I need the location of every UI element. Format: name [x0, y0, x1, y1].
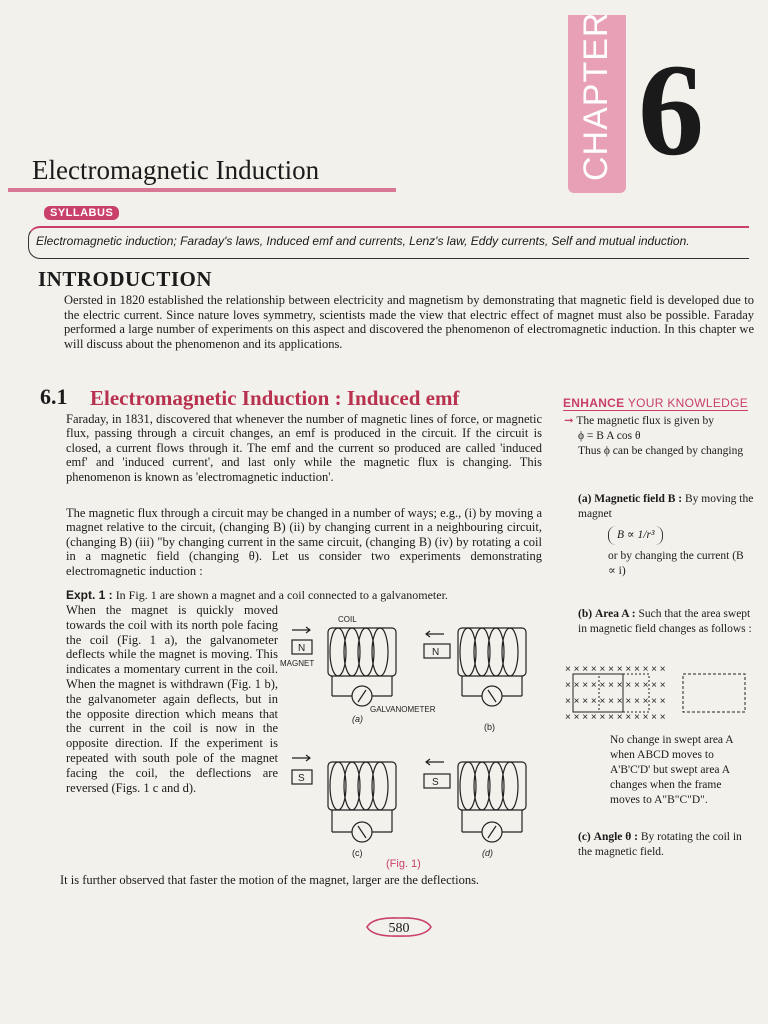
item-a-proportionality: B ∝ 1/r³: [608, 526, 663, 545]
section-paragraph-1: Faraday, in 1831, discovered that whenever the number of magnetic lines of force, or magnetic flux, passing through a circuit changes, an emf is produced in the circuit. If the circuit is closed, a current flows through it. The emf and the current so produced are called 'induced emf' and 'induced current', and last only while the magnetic flux is changing. This phenomenon is known as 'electromagnetic induction'.: [66, 412, 542, 484]
coil-label: COIL: [338, 615, 357, 624]
sidebar-heading: [563, 396, 748, 411]
title-rule: [8, 188, 396, 192]
closing-paragraph: It is further observed that faster the motion of the magnet, larger are the deflections.: [60, 873, 480, 887]
svg-text:× × × × × × × × × × × ×: × × × × × × × × × × × ×: [565, 680, 666, 691]
experiment-description: When the magnet is quickly moved towards the coil with its north pole facing the coil (Fig. 1 a), the galvanometer deflects while the magnet is moving. This indicates a momentary current in the coil. When the magnet is withdrawn (Fig. 1 b), the galvanometer again deflects, but in the opposite direction which means that the current in the coil is now in the opposite direction. If the experiment is repeated with south pole of the magnet facing the coil, the deflections are reversed (Figs. 1 c and d).: [66, 603, 278, 795]
experiment-label: Expt. 1 :: [66, 588, 113, 602]
north-pole-label-b: N: [432, 647, 440, 658]
item-b-label: (b): [578, 608, 593, 620]
arrow-right-icon: ➞: [564, 415, 574, 427]
sidebar-item-c: [578, 830, 754, 860]
syllabus-text: Electromagnetic induction; Faraday's laws, Induced emf and currents, Lenz's law, Eddy currents, Self and mutual induction.: [36, 234, 690, 248]
svg-text:× × × × × × × × × × × ×: × × × × × × × × × × × ×: [565, 664, 666, 675]
chapter-title: Electromagnetic Induction: [32, 155, 320, 185]
subfigure-b-label: (b): [484, 722, 495, 732]
subfigure-c-label: (c): [352, 848, 363, 858]
galvanometer-label: GALVANOMETER: [370, 705, 436, 714]
subfigure-d-label: (d): [482, 848, 493, 858]
item-a-text1: By moving the magnet: [578, 493, 754, 520]
item-a-label: (a): [578, 493, 592, 505]
section-title: Electromagnetic Induction : Induced emf: [90, 386, 460, 410]
chapter-number: 6: [638, 36, 704, 183]
swept-area-diagram: [563, 660, 753, 724]
section-number: 6.1: [40, 384, 68, 409]
sidebar-flux-intro: [564, 414, 754, 459]
figure-1-diagram: [280, 610, 550, 872]
flux-formula: ϕ = B A cos θ: [578, 430, 641, 442]
subfigure-a-label: (a): [352, 714, 363, 724]
sidebar-no-change-text: No change in swept area A when ABCD moves to A'B'C'D' but swept area A changes when the frame moves to A"B"C"D".: [610, 734, 733, 806]
magnet-label: MAGNET: [280, 659, 315, 668]
sidebar-heading-rest: YOUR KNOWLEDGE: [624, 396, 749, 410]
item-c-text: By rotating the coil in the magnetic field.: [578, 831, 742, 858]
item-c-title: Angle θ :: [593, 831, 638, 843]
figure-caption: (Fig. 1): [386, 858, 421, 870]
north-pole-label-a: N: [298, 643, 306, 654]
chapter-word: CHAPTER: [577, 11, 615, 181]
section-paragraph-2: The magnetic flux through a circuit may be changed in a number of ways; e.g., (i) by moving a magnet relative to the circuit, (changing B) (ii) by changing current in a neighbouring circuit, (changing B) (iii) "by changing current in the same circuit, (changing B) (iv) by rotating a coil in a magnetic field (changing θ). Let us consider two experiments demonstrating electromagnetic induction :: [66, 506, 542, 578]
item-a-title: Magnetic field B :: [594, 493, 683, 505]
item-a-text2: or by changing the current (B ∝ i): [608, 550, 744, 577]
page-number: 580: [388, 921, 410, 936]
experiment-intro: [66, 588, 542, 602]
item-b-text: Such that the area swept in magnetic field changes as follows :: [578, 608, 752, 635]
sidebar-item-a: [578, 492, 754, 579]
introduction-paragraph: Oersted in 1820 established the relationship between electricity and magnetism by demonstrating that magnetic field is developed due to the electric current. Since nature loves symmetry, scientists made the view that electric effect of magnet must also be possible. Faraday performed a large number of experiments on this aspect and discovered the phenomenon of electromagnetic induction. In this chapter we will discuss about the phenomenon and its applications.: [64, 293, 754, 351]
page-number-badge: [365, 916, 433, 938]
flux-intro-text: The magnetic flux is given by: [576, 415, 714, 427]
svg-text:× × × × × × × × × × × ×: × × × × × × × × × × × ×: [565, 712, 666, 723]
item-c-label: (c): [578, 831, 591, 843]
south-pole-label-d: S: [432, 777, 439, 788]
experiment-intro-text: In Fig. 1 are shown a magnet and a coil connected to a galvanometer.: [115, 588, 448, 602]
item-b-title: Area A :: [594, 608, 636, 620]
svg-text:× × × × × × × × × × × ×: × × × × × × × × × × × ×: [565, 696, 666, 707]
south-pole-label-c: S: [298, 773, 305, 784]
syllabus-badge: SYLLABUS: [44, 206, 119, 220]
sidebar-item-b: [578, 607, 754, 637]
sidebar-heading-first: ENHANCE: [563, 396, 625, 410]
introduction-heading: INTRODUCTION: [38, 267, 213, 291]
flux-thus-text: Thus ϕ can be changed by changing: [578, 445, 744, 457]
